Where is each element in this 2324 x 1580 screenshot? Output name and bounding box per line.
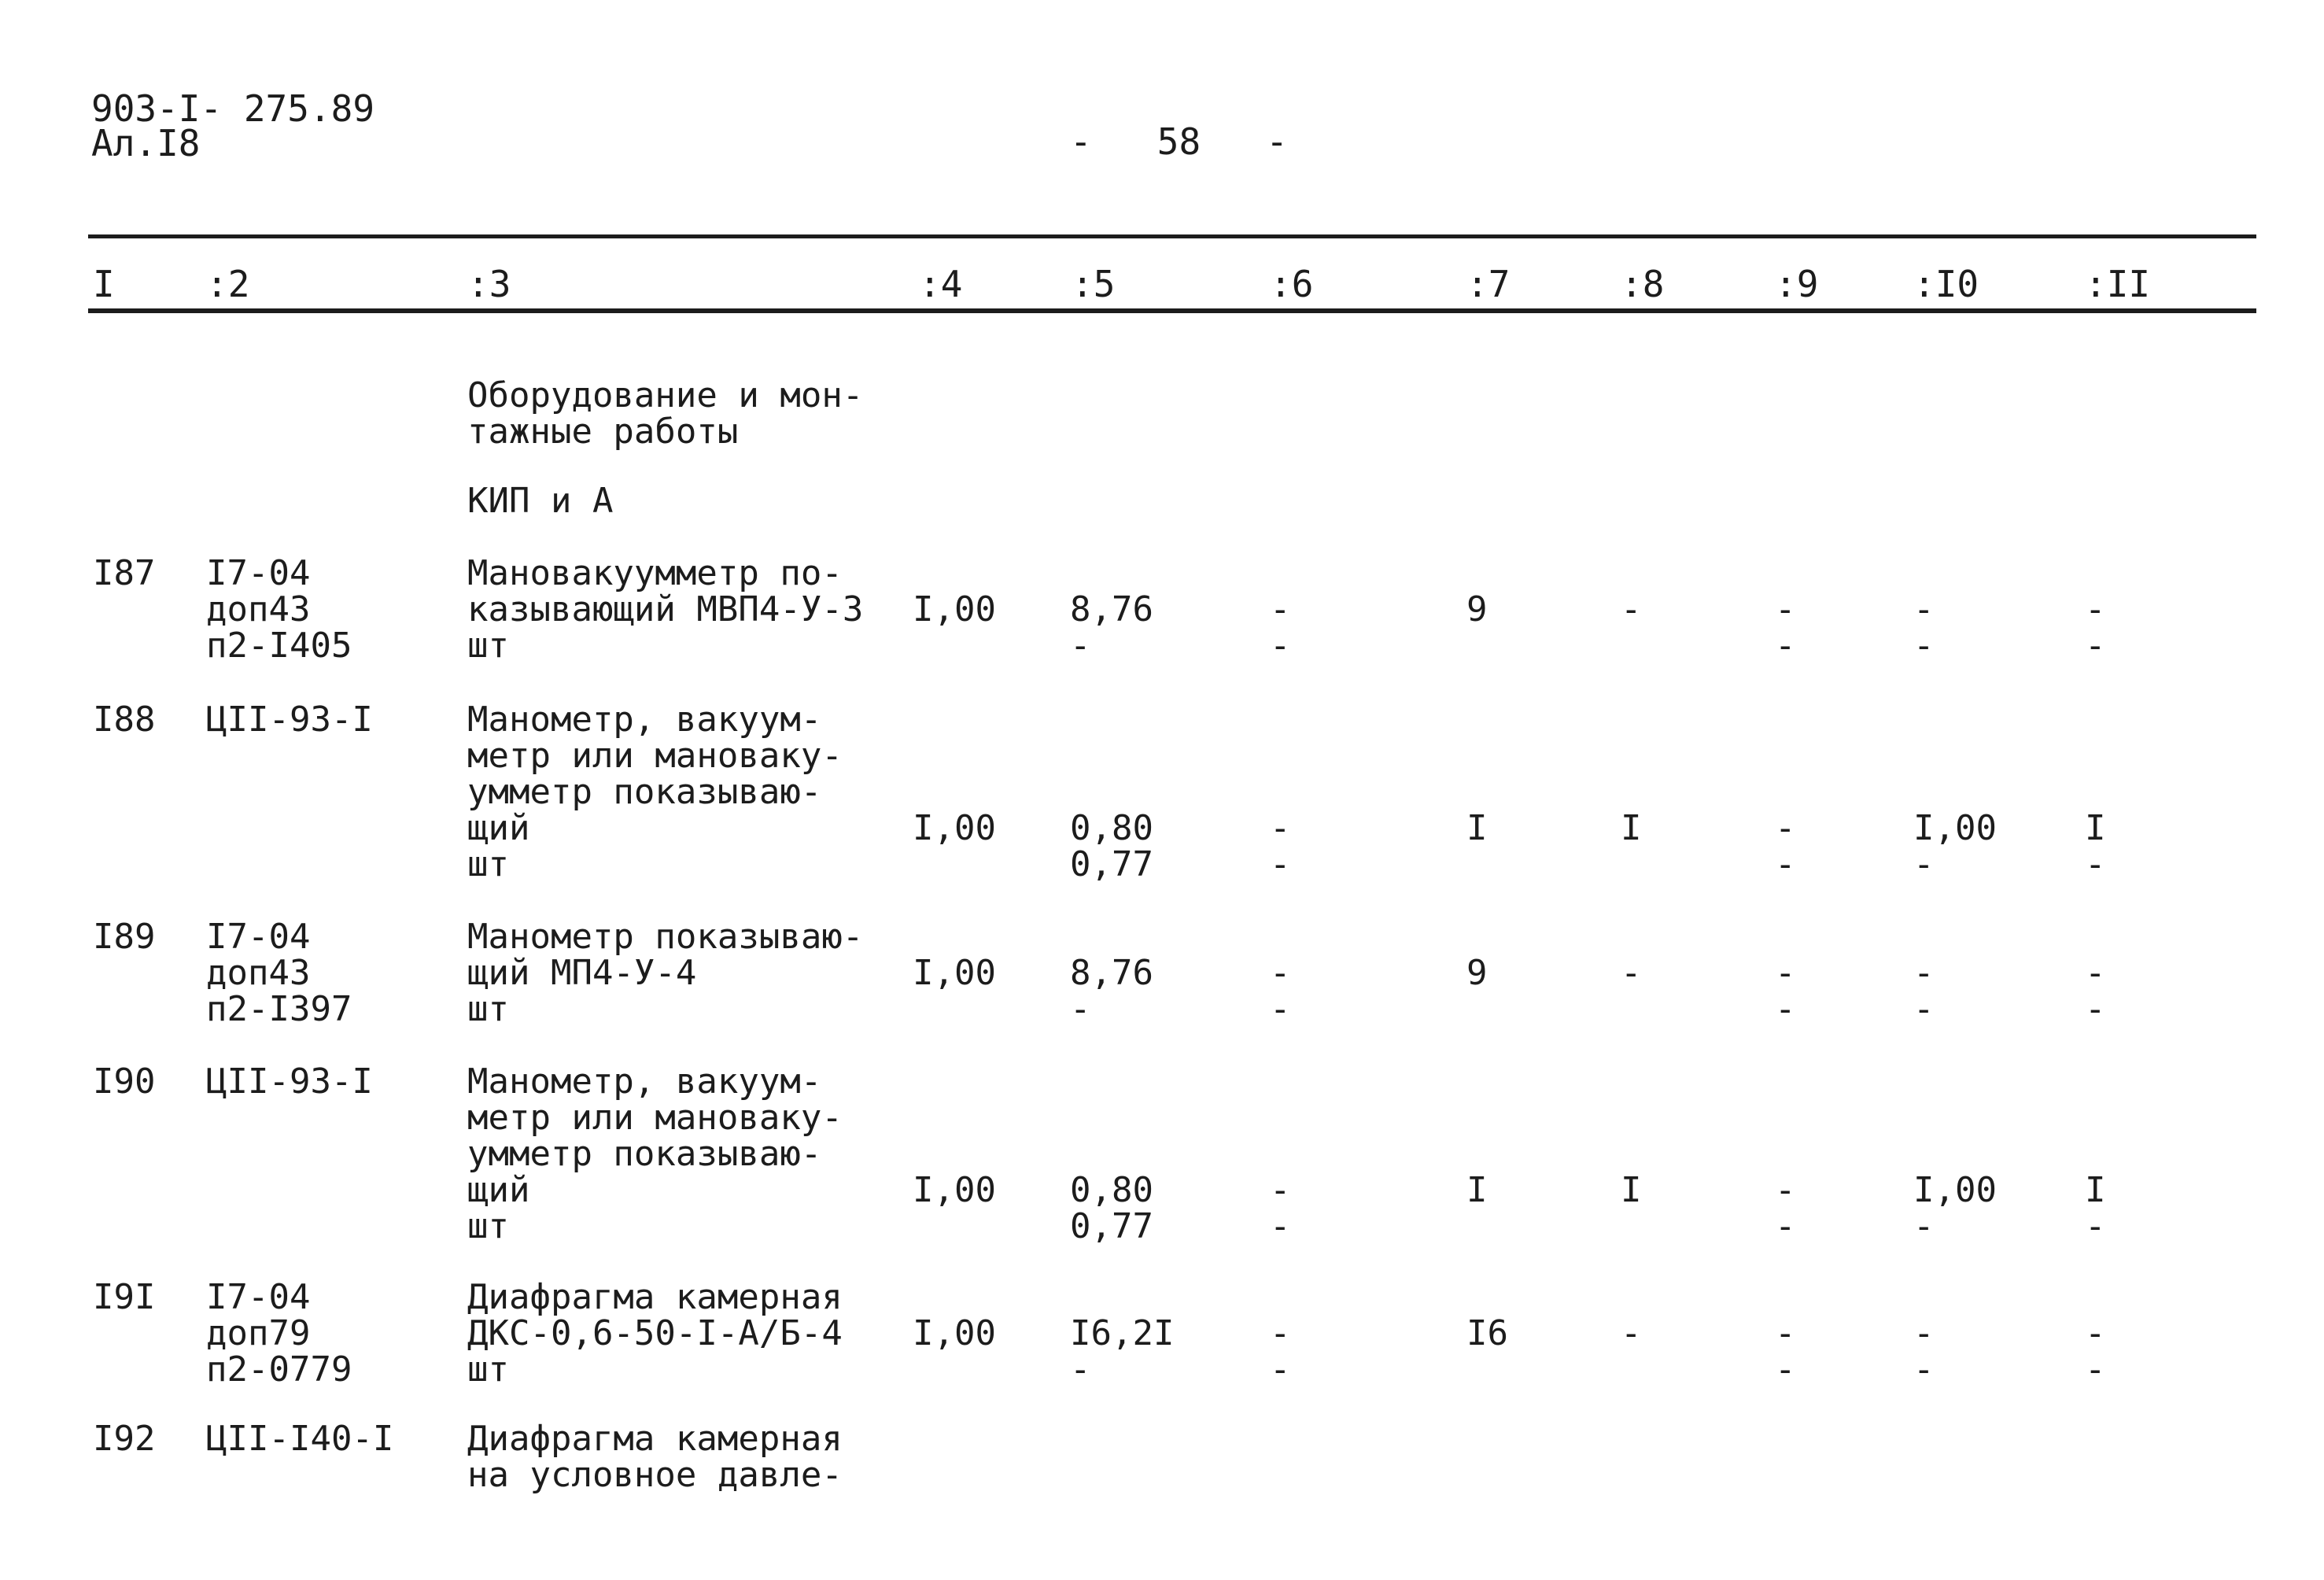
column-header: I (93, 263, 115, 305)
row-col8: I (1621, 808, 1642, 848)
row-col9: - - (1775, 1313, 1796, 1390)
row-number: I88 (93, 700, 156, 740)
row-col10: I,00 - (1913, 808, 1997, 884)
row-col4: I,00 (913, 953, 996, 993)
row-col8: I (1621, 1170, 1642, 1210)
row-col11: I - (2085, 808, 2106, 884)
row-description: Диафрагма камерная на условное давле- (467, 1419, 843, 1495)
row-code: ЦII-I40-I (206, 1419, 394, 1459)
column-header: :II (2085, 263, 2151, 305)
row-col8: - (1621, 589, 1642, 629)
row-col5: 8,76 - (1070, 953, 1153, 1029)
row-description: Манометр показываю- щий МП4-У-4 шт (467, 917, 864, 1029)
row-col4: I,00 (913, 589, 996, 629)
row-col9: - - (1775, 1170, 1796, 1246)
row-col10: - - (1913, 953, 1935, 1029)
row-col5: 0,80 0,77 (1070, 808, 1153, 884)
row-col10: - - (1913, 1313, 1935, 1390)
row-description: Манометр, вакуум- метр или мановаку- умметр показываю- щий шт (467, 700, 843, 884)
row-number: I89 (93, 917, 156, 957)
row-col7: I6 (1466, 1313, 1508, 1353)
row-number: I90 (93, 1061, 156, 1102)
sheet-number: Ал.I8 (91, 122, 201, 164)
column-header: :I0 (1913, 263, 1979, 305)
row-col6: - - (1270, 953, 1291, 1029)
column-header: :5 (1072, 263, 1116, 305)
column-header: :2 (206, 263, 250, 305)
column-header: :8 (1621, 263, 1665, 305)
row-col8: - (1621, 953, 1642, 993)
row-description: Диафрагма камерная ДКС-0,6-50-I-А/Б-4 шт (467, 1277, 843, 1390)
row-description: Мановакуумметр по- казывающий МВП4-У-3 шт (467, 553, 864, 666)
row-number: I92 (93, 1419, 156, 1459)
row-col6: - - (1270, 589, 1291, 666)
table-top-rule (88, 234, 2256, 238)
row-col7: I (1466, 1170, 1488, 1210)
row-col5: 0,80 0,77 (1070, 1170, 1153, 1246)
row-col6: - - (1270, 808, 1291, 884)
row-col5: 8,76 - (1070, 589, 1153, 666)
row-col10: - - (1913, 589, 1935, 666)
row-col11: I - (2085, 1170, 2106, 1246)
row-col7: 9 (1466, 953, 1488, 993)
row-description: Манометр, вакуум- метр или мановаку- умметр показываю- щий шт (467, 1061, 843, 1246)
section-subtitle: КИП и А (467, 481, 614, 521)
row-col5: I6,2I - (1070, 1313, 1175, 1390)
column-header: :3 (467, 263, 511, 305)
row-col9: - - (1775, 589, 1796, 666)
row-col9: - - (1775, 953, 1796, 1029)
row-number: I87 (93, 553, 156, 593)
row-col11: - - (2085, 953, 2106, 1029)
row-col11: - - (2085, 589, 2106, 666)
row-col8: - (1621, 1313, 1642, 1353)
column-header: :9 (1775, 263, 1819, 305)
row-col4: I,00 (913, 808, 996, 848)
row-code: I7-04 доп79 п2-0779 (206, 1277, 352, 1390)
row-col10: I,00 - (1913, 1170, 1997, 1246)
row-code: ЦII-93-I (206, 1061, 373, 1102)
page-number: - 58 - (1070, 120, 1288, 163)
row-col11: - - (2085, 1313, 2106, 1390)
row-col6: - - (1270, 1170, 1291, 1246)
row-col6: - - (1270, 1313, 1291, 1390)
row-number: I9I (93, 1277, 156, 1317)
row-col7: I (1466, 808, 1488, 848)
row-code: I7-04 доп43 п2-I405 (206, 553, 352, 666)
row-col9: - - (1775, 808, 1796, 884)
section-title: Оборудование и мон- тажные работы (467, 375, 864, 452)
row-col4: I,00 (913, 1170, 996, 1210)
column-header: :7 (1466, 263, 1511, 305)
row-code: ЦII-93-I (206, 700, 373, 740)
column-header: :4 (919, 263, 963, 305)
column-header: :6 (1270, 263, 1314, 305)
row-col4: I,00 (913, 1313, 996, 1353)
row-code: I7-04 доп43 п2-I397 (206, 917, 352, 1029)
document-code: 903-I- 275.89 (91, 87, 375, 130)
column-header-rule (88, 308, 2256, 313)
row-col7: 9 (1466, 589, 1488, 629)
